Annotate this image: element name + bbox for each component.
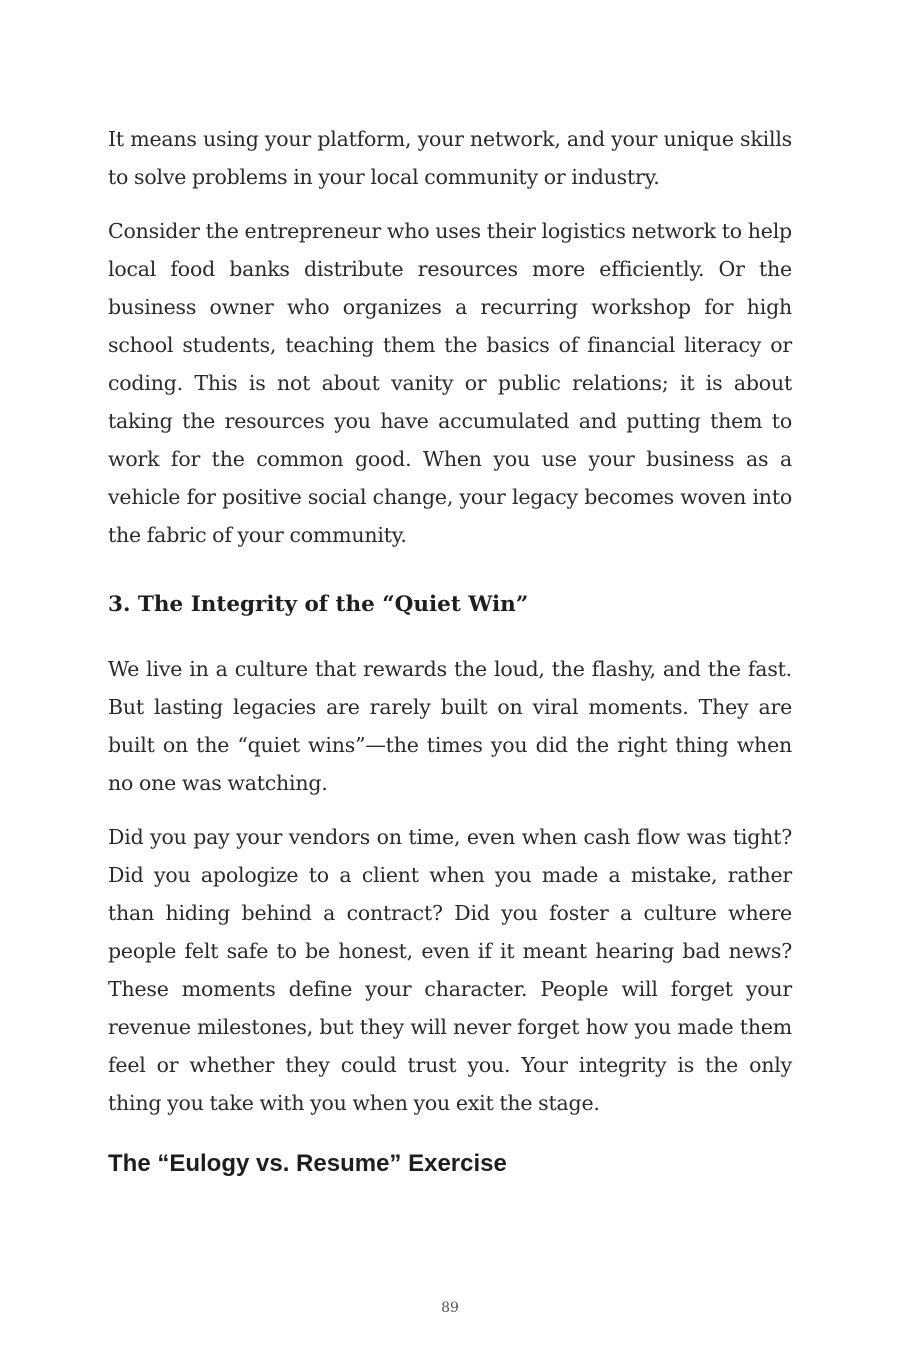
paragraph-integrity-questions: Did you pay your vendors on time, even when cash flow was tight? Did you apologize to a client when you made a mistake, rather than hiding behind a contract? Did you foster a culture where people felt safe to be honest, even if it meant hearing bad news? These moments define your character. People will forget your revenue milestones, but they will never forget how you made them feel or whether they could trust you. Your integrity is the only thing you take with you when you exit the stage.	[108, 825, 792, 1115]
section-heading-quiet-win: 3. The Integrity of the “Quiet Win”	[108, 592, 529, 617]
exercise-heading: The “Eulogy vs. Resume” Exercise	[108, 1150, 507, 1177]
paragraph-platform: It means using your platform, your network, and your unique skills to solve problems in your local community or industry.	[108, 127, 792, 189]
paragraph-entrepreneur-example: Consider the entrepreneur who uses their logistics network to help local food banks distribute resources more efficiently. Or the business owner who organizes a recurring workshop for high school students, teaching them the basics of financial literacy or coding. This is not about vanity or public relations; it is about taking the resources you have accumulated and putting them to work for the common good. When you use your business as a vehicle for positive social change, your legacy becomes woven into the fabric of your community.	[108, 219, 792, 547]
paragraph-culture: We live in a culture that rewards the loud, the flashy, and the fast. But lasting legacies are rarely built on viral moments. They are built on the “quiet wins”—the times you did the right thing when no one was watching.	[108, 657, 792, 795]
page-number: 89	[441, 1300, 459, 1316]
page-content	[108, 120, 792, 1182]
